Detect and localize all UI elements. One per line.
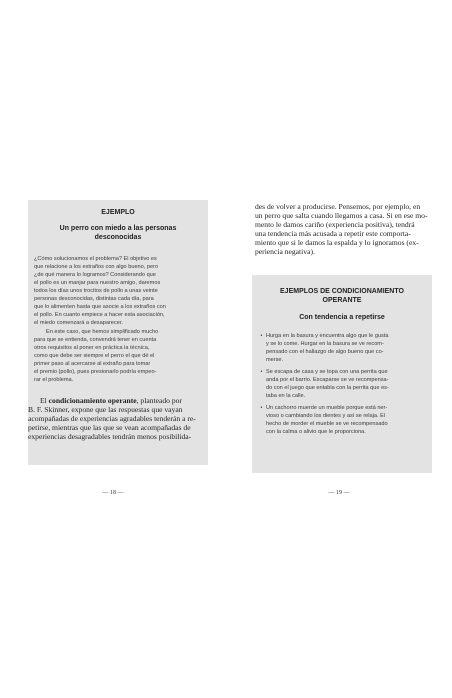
body-line: periencia negativa). [255,247,315,256]
example-box-title: EJEMPLO [101,209,135,216]
examples-box [252,275,432,473]
bullet-text-line: con la calma o alivio que le proporciona. [266,429,366,435]
example-box-subtitle-line: desconocidas [94,234,142,241]
bullet-text-line: do con el juego que entabla con la perrita que es- [266,385,389,391]
example-text-line: el premio (pollo), pues presionarlo podría empeo- [34,369,157,375]
example-text-line: el pollo. En cuanto empiece a hacer esta asociación, [34,312,165,318]
body-line: acompañadas de experiencias agradables tenderán a re- [28,414,196,423]
body-line: un perro que salta cuando llegamos a casa. Si en ese mo- [255,211,428,220]
example-text-line: otros requisitos al poner en práctica la técnica, [34,345,150,351]
body-line: des de volver a producirse. Pensemos, por ejemplo, en [255,202,421,211]
example-text-line: todos los días unos trocitos de pollo a unas veinte [34,288,158,294]
body-line: mento le damos cariño (experiencia positiva), tendrá [255,220,415,229]
bullet-text-line: vioso o cambiando los dientes y así se relaja. El [266,413,386,419]
bullet-text-line: y se lo come. Hurgar en la basura se ve recom- [266,341,384,347]
term-condicionamiento-operante: condicionamiento operante [48,396,137,405]
body-line [40,396,182,405]
examples-box-subtitle: Con tendencia a repetirse [299,314,385,321]
page-number: — 19 — [328,490,350,496]
example-text-line: primer paso al acercarse al extraño para tomar [34,361,151,367]
bullet-text-line: merse. [266,357,284,363]
bullet-icon: • [260,405,263,411]
body-line: B. F. Skinner, expone que las respuestas que vayan [28,405,183,414]
body-text: , planteado por [136,396,182,405]
example-box-subtitle-line: Un perro con miedo a las personas [59,225,177,232]
bullet-text-line: taba en la calle. [266,393,306,399]
page-number: — 18 — [102,490,124,496]
example-text-line: ¿de qué manera lo logramos? Considerando que [34,272,156,278]
example-text-line: como que debe ser siempre el perro el que dé el [34,353,155,359]
example-text-line: que relacione a los extraños con algo bueno, pero [34,264,159,270]
example-text-line: personas desconocidas, distintas cada día, para [34,296,154,302]
right-page [226,0,452,698]
bullet-text-line: anda por el barrio. Escaparse se ve recompensa- [266,377,389,383]
bullet-text-line: Se escapa de casa y se topa con una perrita que [266,369,388,375]
bullet-text-line: hecho de morder el mueble se ve recompensado [266,421,388,427]
body-line: miento que si le damos la espalda y lo ignoramos (ex- [255,238,419,247]
bullet-icon: • [260,333,263,339]
body-line: petirse, mientras que las que se vean acompañadas de [28,423,191,432]
examples-box-title-line: OPERANTE [322,297,362,304]
example-text-line: el miedo comenzará a desaparecer. [34,320,123,326]
example-text-line: que lo alimenten hasta que asocie a los extraños con [34,304,166,310]
example-text-line: ¿Cómo solucionamos el problema? El objetivo es [34,256,157,262]
example-text-line: En este caso, que hemos simplificado mucho [46,329,159,335]
body-line: una tendencia más acusada a repetir este comporta- [255,229,411,238]
example-text-line: rar el problema. [34,377,74,383]
example-text-line: el pollo es un manjar para nuestro amigo, daremos [34,280,161,286]
bullet-text-line: Hurga en la basura y encuentra algo que le gusta [266,333,389,339]
body-line: experiencias desagradables tendrán menos posibilida- [28,432,192,441]
bullet-icon: • [260,369,263,375]
examples-box-title-line: EJEMPLOS DE CONDICIONAMIENTO [280,288,404,295]
bullet-text-line: pensado con el hallazgo de algo bueno que co- [266,349,384,355]
body-text: El [40,396,49,405]
example-text-line: para que se entienda, convendrá tener en cuenta [34,337,157,343]
bullet-text-line: Un cachorro muerde un mueble porque está ner- [266,405,388,411]
